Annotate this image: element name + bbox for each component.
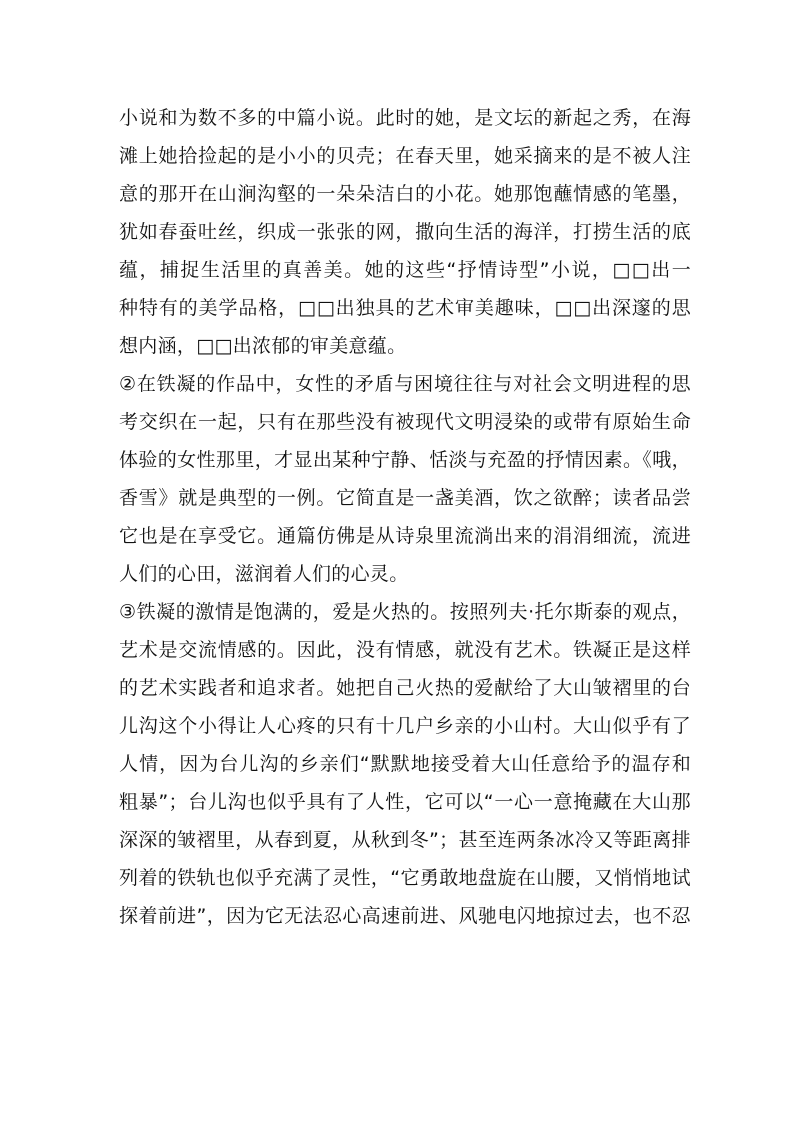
text-line: 人们的心田，滋润着人们的心灵。 [119,563,409,585]
text-line: ②在铁凝的作品中，女性的矛盾与困境往往与对社会文明进程的思 [119,373,691,395]
document-body [119,99,691,935]
text-line: 犹如春蚕吐丝，织成一张张的网，撒向生活的海洋，打捞生活的底 [119,221,691,243]
text-line: 香雪》就是典型的一例。它简直是一盏美酒，饮之欲醉；读者品尝 [119,487,691,509]
text-line: 滩上她拾捡起的是小小的贝壳；在春天里，她采摘来的是不被人注 [119,145,691,167]
text-line: 探着前进”，因为它无法忍心高速前进、风驰电闪地掠过去，也不忍 [119,905,691,927]
text-line: 它也是在享受它。通篇仿佛是从诗泉里流淌出来的涓涓细流，流进 [119,525,691,547]
text-line: ③铁凝的激情是饱满的，爱是火热的。按照列夫·托尔斯泰的观点， [119,601,691,623]
text-line: 的艺术实践者和追求者。她把自己火热的爱献给了大山皱褶里的台 [119,677,691,699]
text-line: 儿沟这个小得让人心疼的只有十几户乡亲的小山村。大山似乎有了 [119,715,691,737]
text-line: 体验的女性那里，才显出某种宁静、恬淡与充盈的抒情因素。《哦， [119,449,691,471]
text-line: 艺术是交流情感的。因此，没有情感，就没有艺术。铁凝正是这样 [119,639,691,661]
text-line: 想内涵，□□出浓郁的审美意蕴。 [119,335,407,357]
text-line: 深深的皱褶里，从春到夏，从秋到冬”；甚至连两条冰冷又等距离排 [119,829,691,851]
text-line: 蕴，捕捉生活里的真善美。她的这些“抒情诗型”小说，□□出一 [119,259,691,281]
text-line: 意的那开在山涧沟壑的一朵朵洁白的小花。她那饱蘸情感的笔墨， [119,183,691,205]
text-line: 列着的铁轨也似乎充满了灵性，“它勇敢地盘旋在山腰，又悄悄地试 [119,867,691,889]
text-line: 人情，因为台儿沟的乡亲们“默默地接受着大山任意给予的温存和 [119,753,691,775]
text-line: 小说和为数不多的中篇小说。此时的她，是文坛的新起之秀，在海 [119,107,691,129]
text-line: 种特有的美学品格，□□出独具的艺术审美趣味，□□出深邃的思 [119,297,691,319]
text-line: 粗暴”；台儿沟也似乎具有了人性，它可以“一心一意掩藏在大山那 [119,791,691,813]
text-line: 考交织在一起，只有在那些没有被现代文明浸染的或带有原始生命 [119,411,691,433]
